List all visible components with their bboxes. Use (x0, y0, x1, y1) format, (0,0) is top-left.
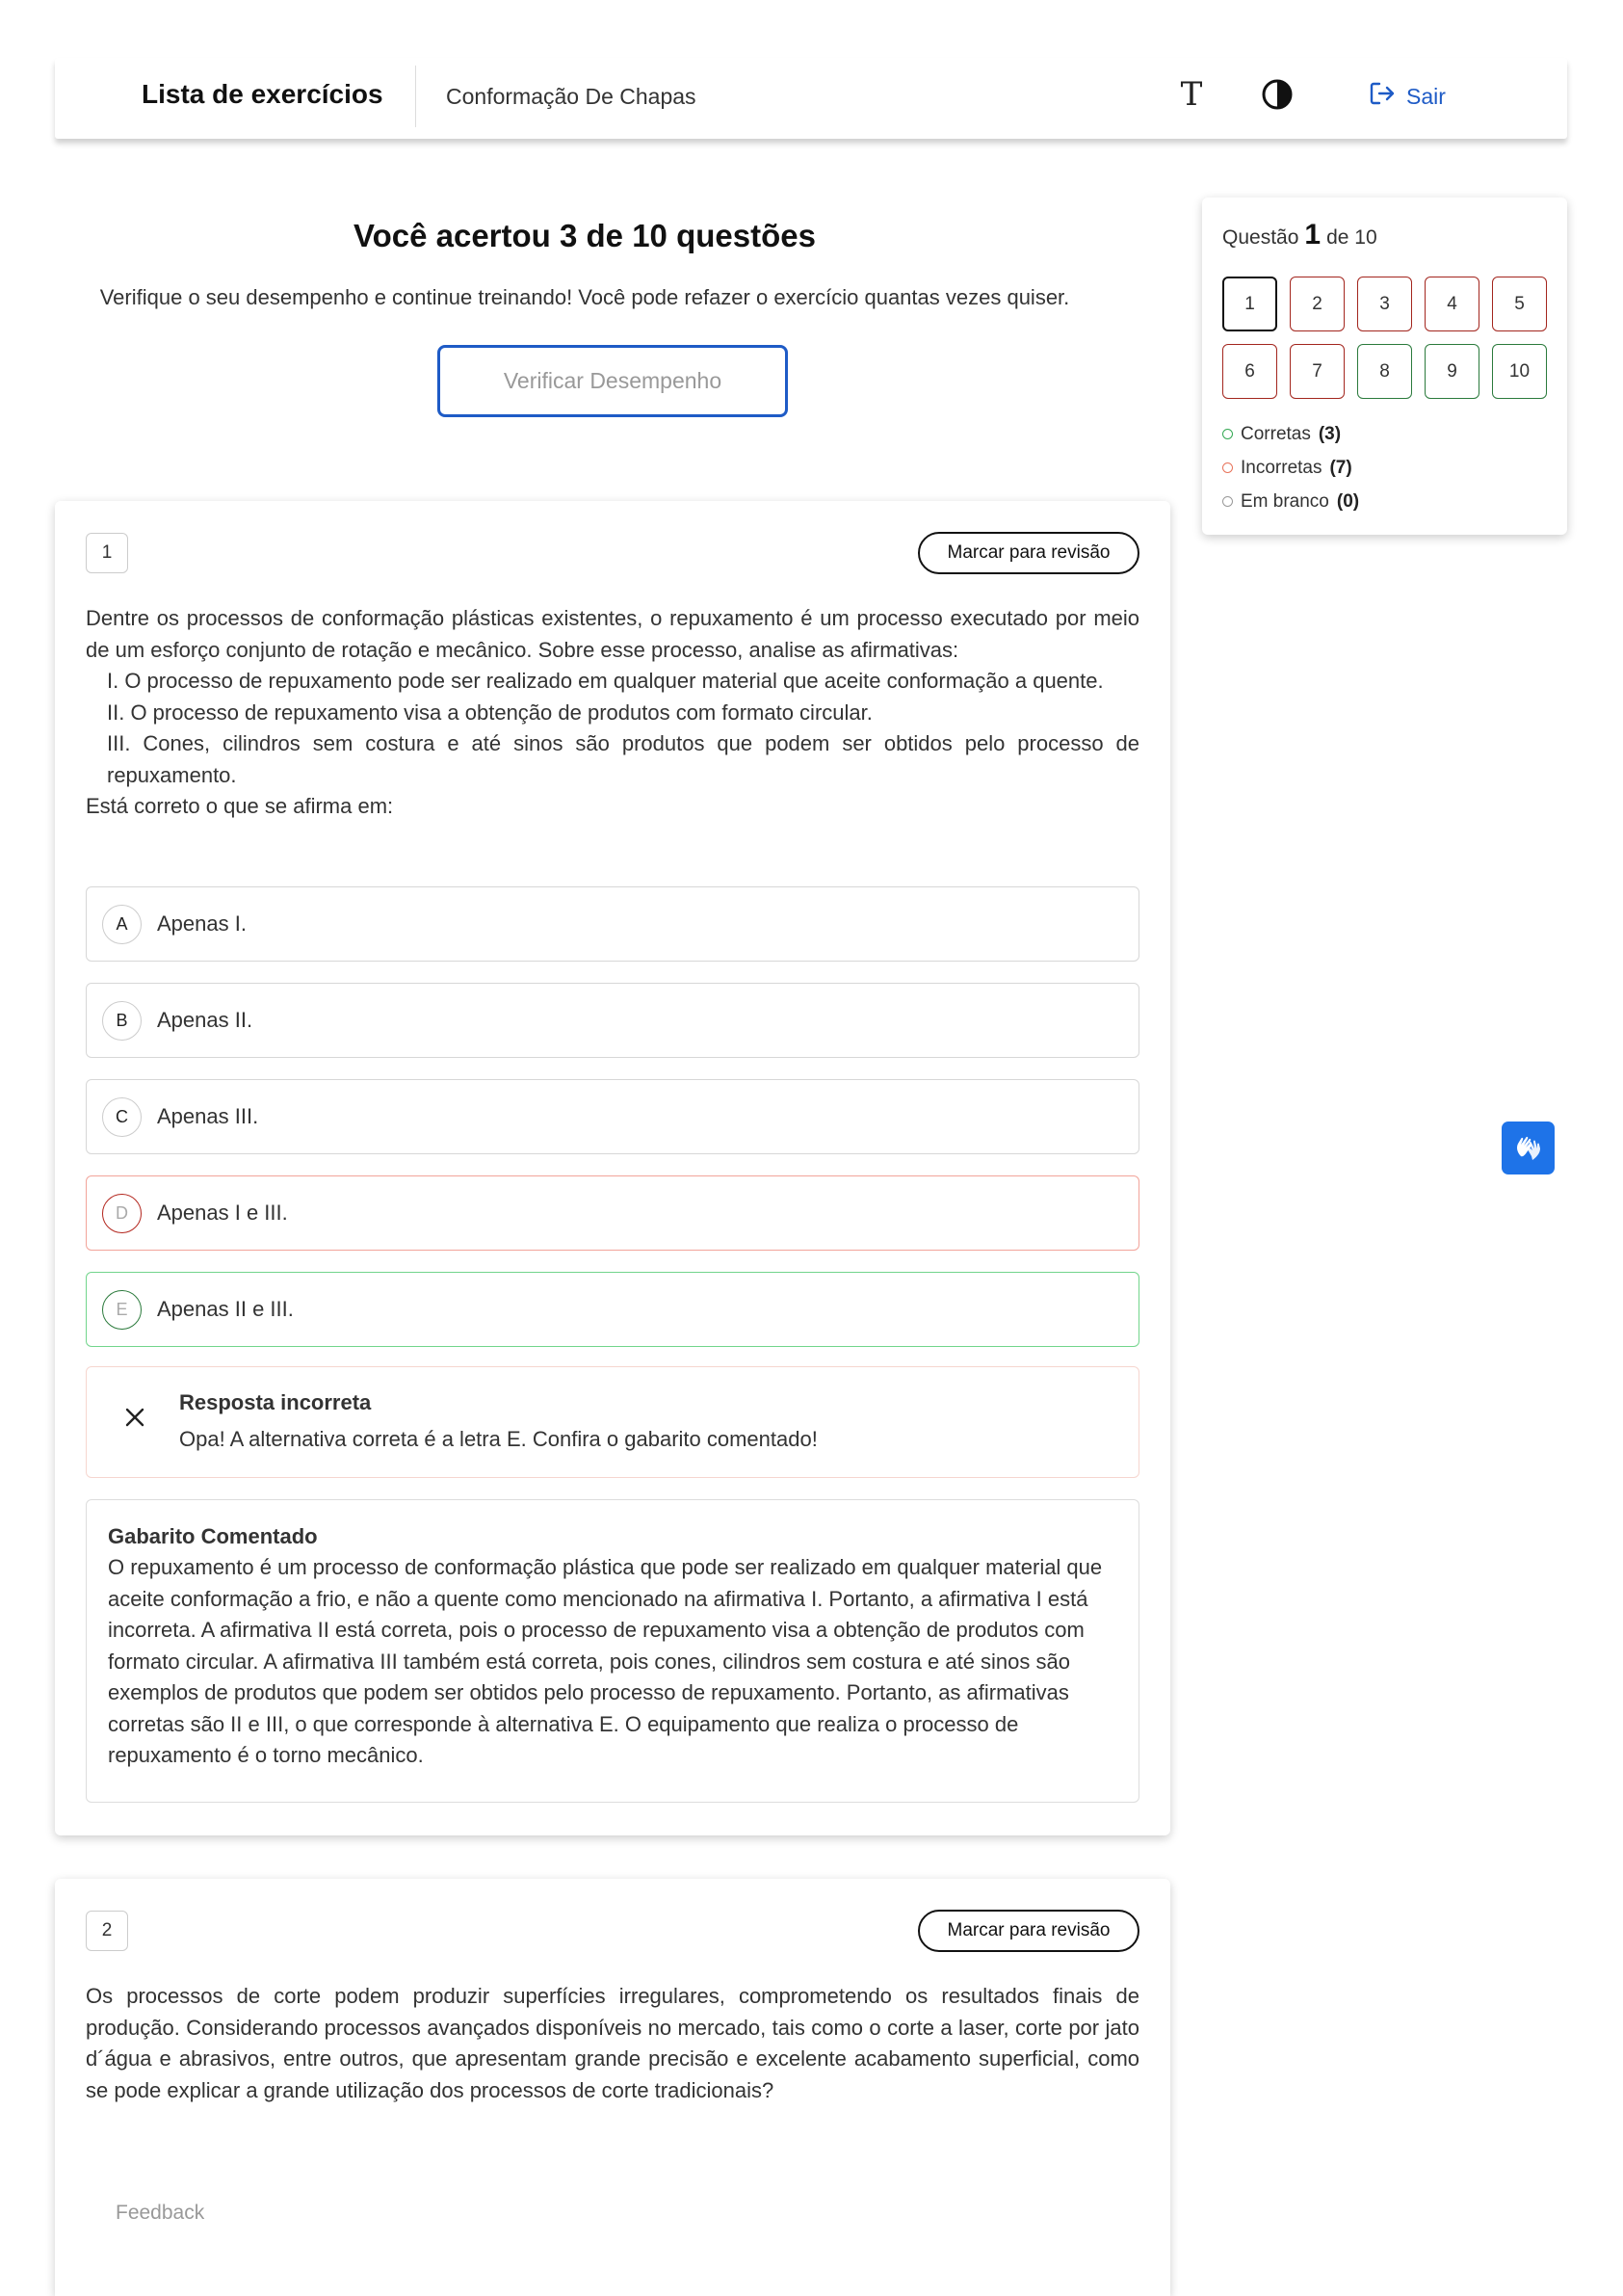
question-card-2 (55, 1879, 1170, 2296)
current-question: 1 (1304, 219, 1322, 251)
navigator-total: de 10 (1326, 226, 1377, 249)
question-nav-7[interactable]: 7 (1290, 344, 1345, 399)
question-nav-3[interactable]: 3 (1357, 277, 1412, 331)
close-icon (121, 1404, 148, 1431)
option-letter: B (102, 1001, 142, 1041)
statement-1: I. O processo de repuxamento pode ser realizado em qualquer material que aceite conformação a quente. (107, 669, 1104, 693)
option-text: Apenas III. (157, 1104, 259, 1128)
logout-icon (1368, 79, 1397, 114)
question-prompt: Está correto o que se afirma em: (86, 794, 394, 818)
statement-3: III. Cones, cilindros sem costura e até sinos são produtos que podem ser obtidos pelo processo de repuxamento. (107, 731, 1139, 787)
question-nav-4[interactable]: 4 (1425, 277, 1479, 331)
mark-for-review-button[interactable]: Marcar para revisão (918, 532, 1139, 574)
question-nav-5[interactable]: 5 (1492, 277, 1547, 331)
question-grid (1222, 277, 1550, 399)
result-text: Verifique o seu desempenho e continue treinando! Você pode refazer o exercício quantas vezes quiser. (99, 285, 1070, 309)
question-nav-9[interactable]: 9 (1425, 344, 1479, 399)
legend-count: (0) (1336, 490, 1360, 512)
question-nav-2[interactable]: 2 (1290, 277, 1345, 331)
logout-label: Sair (1406, 83, 1446, 109)
explanation-text: O repuxamento é um processo de conformação plástica que pode ser realizado em qualquer material que aceite conformação a frio, e não a quente como mencionado na afirmativa I. Portanto, a afirmativa I está incorreta. A afirmativa II está correta, pois o processo de repuxamento visa a obtenção de produtos com formato circular. A afirmativa III também está correta, pois cones, cilindros sem costura e até sinos são exemplos de produtos que podem ser obtidos pelo processo de repuxamento. Portanto, as afirmativas corretas são II e III, o que corresponde à alternativa E. O equipamento que realiza o processo de repuxamento é o torno mecânico. (108, 1555, 1103, 1767)
correct-dot-icon (1222, 429, 1233, 439)
check-performance-button[interactable]: Verificar Desempenho (437, 345, 788, 417)
question-nav-1[interactable]: 1 (1222, 277, 1277, 331)
font-size-icon[interactable]: T (1180, 75, 1203, 114)
explanation-title: Gabarito Comentado (108, 1524, 318, 1548)
feedback-link[interactable]: Feedback (116, 2202, 205, 2224)
answer-explanation (86, 1499, 1139, 1803)
option-letter: A (102, 905, 142, 944)
option-text: Apenas I e III. (157, 1201, 288, 1225)
question-card-1 (55, 501, 1170, 1835)
logout-button[interactable] (1368, 77, 1446, 116)
page-title: Lista de exercícios (142, 79, 383, 109)
legend-incorrect (1222, 451, 1359, 485)
contrast-icon[interactable] (1258, 75, 1296, 114)
option-text: Apenas I. (157, 911, 247, 936)
result-title: Você acertou 3 de 10 questões (353, 218, 816, 253)
option-letter: C (102, 1097, 142, 1137)
header-divider (415, 66, 416, 127)
legend-label: Incorretas (1241, 457, 1322, 478)
question-nav-10[interactable]: 10 (1492, 344, 1547, 399)
legend-label: Corretas (1241, 423, 1311, 444)
navigator-title (1222, 219, 1377, 251)
question-number: 2 (86, 1911, 128, 1951)
question-statement: Os processos de corte podem produzir superfícies irregulares, comprometendo os resultados finais de produção. Considerando processos avançados disponíveis no mercado, tais como o corte a laser, corte por jato d´água e abrasivos, entre outros, que apresentam grande precisão e excelente acabamento superficial, como se pode explicar a grande utilização dos processos de corte tradicionais? (86, 1984, 1139, 2102)
exercise-subject: Conformação De Chapas (446, 84, 696, 109)
navigator-legend (1222, 417, 1359, 518)
question-nav-8[interactable]: 8 (1357, 344, 1412, 399)
option-c[interactable] (86, 1079, 1139, 1154)
legend-count: (7) (1329, 457, 1352, 478)
sign-language-icon[interactable] (1502, 1122, 1555, 1174)
legend-correct (1222, 417, 1359, 451)
option-text: Apenas II. (157, 1008, 253, 1032)
question-nav-6[interactable]: 6 (1222, 344, 1277, 399)
option-letter: E (102, 1290, 142, 1330)
blank-dot-icon (1222, 496, 1233, 507)
legend-label: Em branco (1241, 490, 1329, 512)
question-intro: Dentre os processos de conformação plásticas existentes, o repuxamento é um processo executado por meio de um esforço conjunto de rotação e mecânico. Sobre esse processo, analise as afirmativas: (86, 606, 1139, 662)
feedback-title: Resposta incorreta (179, 1390, 372, 1414)
answer-feedback (86, 1366, 1139, 1478)
top-header (55, 58, 1567, 139)
question-navigator (1202, 198, 1567, 535)
option-e[interactable] (86, 1272, 1139, 1347)
option-text: Apenas II e III. (157, 1297, 294, 1321)
option-letter: D (102, 1194, 142, 1233)
legend-blank (1222, 485, 1359, 518)
mark-for-review-button[interactable]: Marcar para revisão (918, 1910, 1139, 1952)
question-statement (86, 603, 1139, 823)
feedback-text: Opa! A alternativa correta é a letra E. Confira o gabarito comentado! (179, 1427, 818, 1451)
option-d[interactable] (86, 1175, 1139, 1251)
navigator-label: Questão (1222, 226, 1299, 249)
option-b[interactable] (86, 983, 1139, 1058)
legend-count: (3) (1318, 423, 1342, 444)
incorrect-dot-icon (1222, 462, 1233, 473)
question-number: 1 (86, 533, 128, 573)
statement-2: II. O processo de repuxamento visa a obtenção de produtos com formato circular. (107, 699, 873, 725)
option-a[interactable] (86, 886, 1139, 962)
